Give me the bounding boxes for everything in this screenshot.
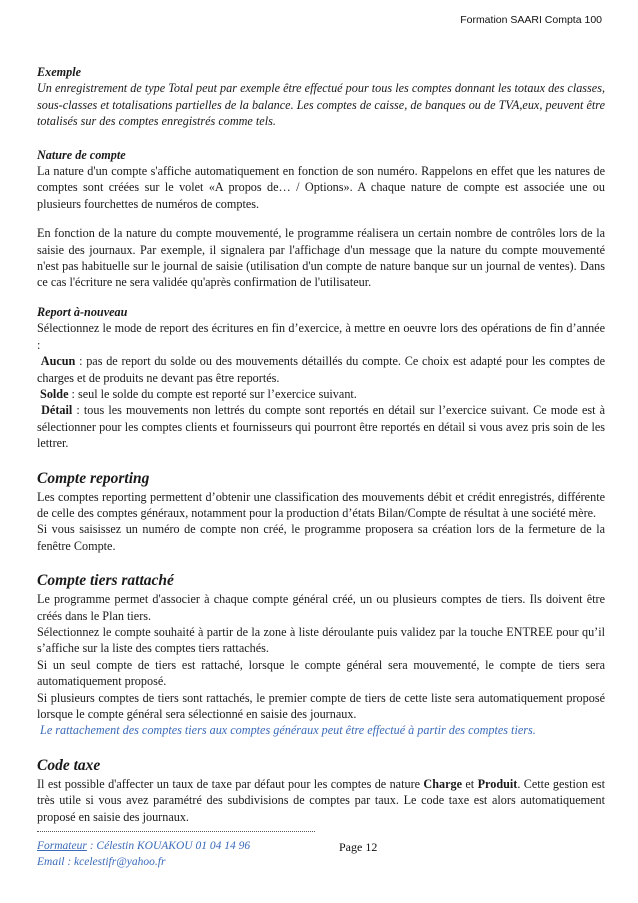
solde-label: Solde xyxy=(40,386,69,401)
tiers-paragraph-2: Sélectionnez le compte souhaité à partir de la zone à liste déroulante puis validez par la touche ENTREE pour qu’il s’affiche sur la liste des comptes tiers rattachés. xyxy=(37,624,605,656)
taxe-text-3: . Cette gestion est très utile si vous avez paramétré des subdivisions de comptes par taux. Le code taxe est alors automatiquement proposé en saisie des journaux. xyxy=(37,776,605,824)
aucun-text: : pas de report du solde ou des mouvements détaillés du compte. Ce choix est adapté pour les comptes de charges et de produits ne devant pas être reportés. xyxy=(37,354,605,385)
taxe-text-2: et xyxy=(462,776,478,791)
nature-paragraph-2: En fonction de la nature du compte mouvementé, le programme réalisera un certain nombre de contrôles lors de la saisie des journaux. Par exemple, il signalera par l'affichage d'un message que la nature du compte mouvementé n'est pas habituelle sur le journal de saisie (utilisation d'un compte de nature banque sur un journal de ventes). Dans ce cas l'écriture ne sera validée qu'après confirmation de l'utilisateur. xyxy=(37,226,605,290)
tiers-paragraph-3: Si un seul compte de tiers est rattaché, lorsque le compte général sera mouvementé, le compte de tiers sera automatiquement proposé. xyxy=(37,657,605,689)
page-number: Page 12 xyxy=(339,840,378,854)
report-label: Report à-nouveau xyxy=(37,304,128,319)
taxe-charge: Charge xyxy=(423,776,463,791)
detail-label: Détail xyxy=(41,403,73,418)
taxe-text-1: Il est possible d'affecter un taux de taxe par défaut pour les comptes de nature xyxy=(37,776,424,791)
footer-email: Email : kcelestifr@yahoo.fr xyxy=(37,856,166,868)
exemple-text: Un enregistrement de type Total peut par exemple être effectué pour tous les comptes donnant les totaux des classes, sous-classes et totalisations partielles de la balance. Les comptes de caisse, de banques ou de TVA,eux, peuvent être totalisés sur des comptes enregistrés comme tels. xyxy=(37,81,605,129)
taxe-produit: Produit xyxy=(477,776,518,791)
taxe-paragraph xyxy=(37,776,605,825)
detail-text: : tous les mouvements non lettrés du compte sont reportés en détail sur l’exercice suivant. Ce mode est à sélectionner pour les comptes clients et fournisseurs qui pourront être reportés en détail si vous avez pris soin de les lettrer. xyxy=(37,403,606,451)
formateur-label: Formateur xyxy=(37,840,87,852)
reporting-heading: Compte reporting xyxy=(37,469,150,487)
report-option-aucun xyxy=(37,353,605,386)
tiers-note-text: Le rattachement des comptes tiers aux comptes généraux peut être effectué à partir des comptes tiers. xyxy=(40,723,536,738)
tiers-paragraph-4: Si plusieurs comptes de tiers sont rattachés, le premier compte de tiers de cette liste sera automatiquement proposé lorsque le compte général sera sélectionné en saisie des journaux. xyxy=(37,690,605,721)
nature-paragraph-1: La nature d'un compte s'affiche automatiquement en fonction de son numéro. Rappelons en effet que les natures de comptes sont créées sur le volet «A propos de… / Options». A chaque nature de compte est associée une ou plusieurs fourchettes de numéros de comptes. xyxy=(37,164,605,211)
footer-formateur xyxy=(37,838,250,854)
tiers-note xyxy=(37,722,605,738)
solde-text: : seul le solde du compte est reporté sur l’exercice suivant. xyxy=(68,386,357,401)
tiers-heading: Compte tiers rattaché xyxy=(37,572,174,590)
report-option-solde xyxy=(37,386,605,402)
page-header-title: Formation SAARI Compta 100 xyxy=(460,14,602,26)
document-body xyxy=(37,64,605,825)
formateur-text: : Célestin KOUAKOU 01 04 14 96 xyxy=(86,840,251,852)
tiers-paragraph-1: Le programme permet d'associer à chaque compte général créé, un ou plusieurs comptes de tiers. Ils doivent être créés dans le Plan tiers. xyxy=(37,592,605,623)
footer-author xyxy=(37,838,250,870)
taxe-heading: Code taxe xyxy=(37,756,101,774)
footer-divider xyxy=(37,831,315,832)
exemple-label: Exemple xyxy=(37,65,82,79)
report-intro: Sélectionnez le mode de report des écritures en fin d’exercice, à mettre en oeuvre lors des opérations de fin d’année : xyxy=(37,321,605,352)
nature-label: Nature de compte xyxy=(37,147,126,162)
aucun-label: Aucun xyxy=(40,354,76,369)
reporting-paragraph-1: Les comptes reporting permettent d’obtenir une classification des mouvements débit et crédit enregistrés, différente de celle des comptes généraux, notamment pour la production d’états Bilan/Compte de résultat à une société mère. xyxy=(37,489,605,520)
report-option-detail xyxy=(37,402,605,451)
reporting-paragraph-2: Si vous saisissez un numéro de compte non créé, le programme proposera sa création lors de la fermeture de la fenêtre Compte. xyxy=(37,522,605,553)
